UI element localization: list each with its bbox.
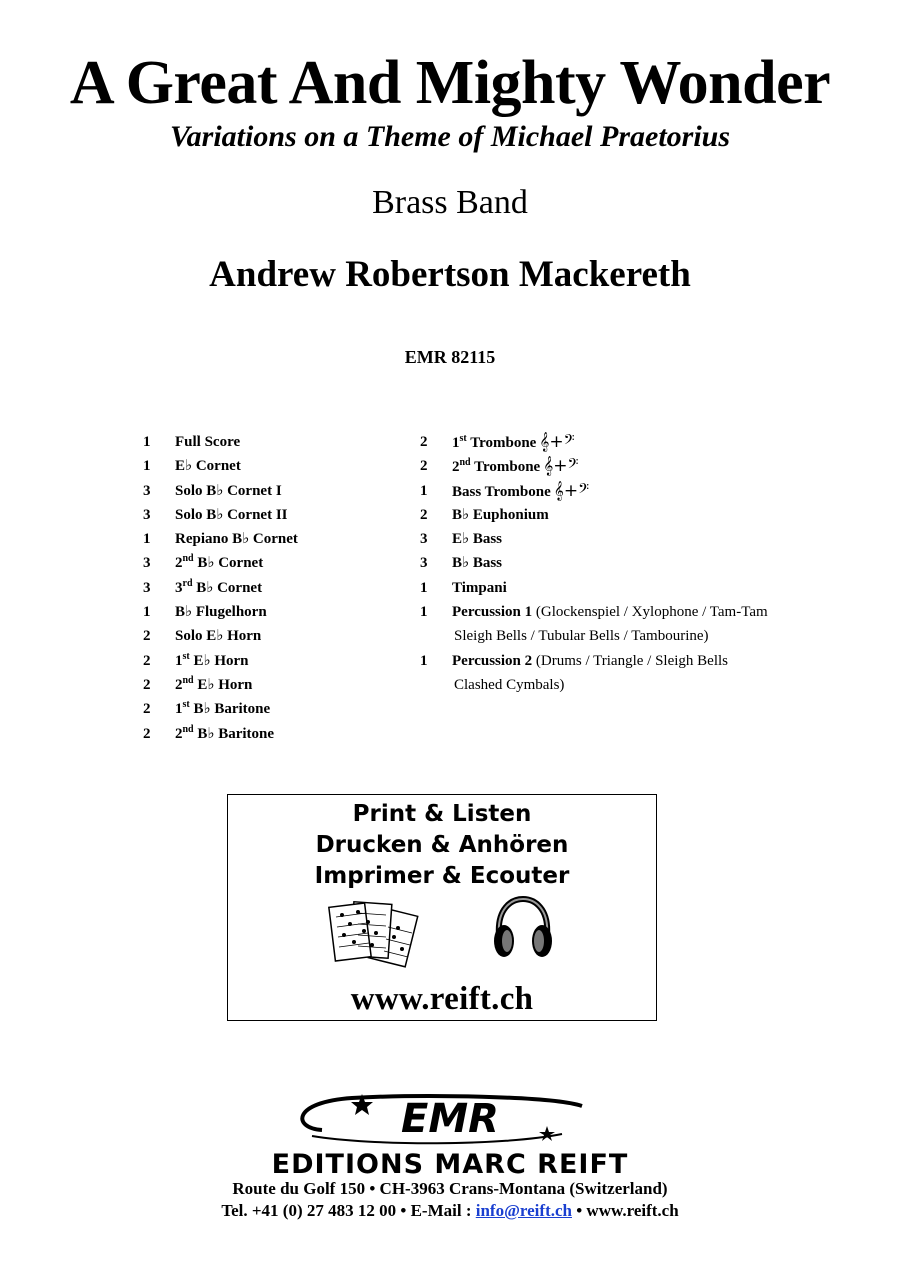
part-name: Bass Trombone <box>452 483 551 500</box>
part-quantity: 1 <box>143 434 151 450</box>
clef-icon: 𝄞+𝄢 <box>553 480 590 501</box>
part-ordinal-suffix: st <box>459 433 467 444</box>
part-name: B♭ Flugelhorn <box>175 604 267 621</box>
part-instrument <box>452 649 728 673</box>
part-instrument <box>452 576 507 600</box>
part-name: Solo B♭ Cornet II <box>175 506 288 523</box>
part-instrument <box>175 673 252 697</box>
emr-logo <box>252 1090 648 1148</box>
part-instrument <box>175 624 261 648</box>
part-instrument <box>452 454 578 479</box>
part-quantity: 2 <box>420 506 428 523</box>
part-instrument <box>175 576 262 600</box>
part-instrument <box>175 697 270 721</box>
part-ordinal-suffix: nd <box>182 674 194 686</box>
part-instrument <box>452 600 768 624</box>
part-name: Percussion 1 <box>452 604 533 621</box>
part-instruments-note-continued: Sleigh Bells / Tubular Bells / Tambourine) <box>454 628 709 645</box>
emr-logo-text: EMR <box>401 1096 499 1142</box>
part-quantity: 3 <box>143 579 151 596</box>
part-name: Repiano B♭ Cornet <box>175 531 298 548</box>
part-instrument <box>175 430 240 454</box>
part-instrument <box>452 479 589 504</box>
part-quantity: 3 <box>143 482 151 499</box>
promo-website[interactable]: www.reift.ch <box>350 981 534 1017</box>
part-ordinal: 3 <box>175 579 183 596</box>
catalog-number: EMR 82115 <box>404 347 496 367</box>
part-name: Trombone <box>470 459 541 476</box>
part-instruments-note-continued: Clashed Cymbals) <box>454 676 565 693</box>
sheet-music-icon <box>328 897 420 969</box>
part-name: B♭ Cornet <box>193 555 264 572</box>
part-instrument <box>452 527 502 551</box>
part-quantity: 1 <box>143 458 151 475</box>
publisher-address: Route du Golf 150 • CH-3963 Crans-Montana (Switzerland) <box>232 1179 668 1198</box>
phone-label: Tel. +41 (0) 27 483 12 00 • E-Mail : <box>221 1201 476 1220</box>
score-title: A Great And Mighty Wonder <box>69 49 831 117</box>
website-label: • www.reift.ch <box>571 1201 679 1220</box>
score-subtitle: Variations on a Theme of Michael Praetorius <box>169 120 731 153</box>
part-ordinal-suffix: nd <box>182 553 194 565</box>
part-quantity: 3 <box>143 555 151 572</box>
part-name: E♭ Horn <box>189 652 249 669</box>
part-name: Trombone <box>466 435 537 451</box>
promo-line-english: Print & Listen <box>352 801 532 827</box>
part-name: B♭ Cornet <box>192 579 263 596</box>
part-instrument <box>175 600 267 624</box>
part-quantity: 3 <box>143 506 151 523</box>
part-name: Timpani <box>452 579 507 596</box>
part-instrument <box>175 527 298 551</box>
part-quantity: 3 <box>420 531 428 548</box>
part-name: B♭ Baritone <box>193 725 275 742</box>
part-ordinal: 2 <box>175 725 183 742</box>
part-quantity: 1 <box>420 579 428 596</box>
part-instrument <box>175 551 263 575</box>
part-name: Solo E♭ Horn <box>175 628 262 645</box>
clef-icon: 𝄞+𝄢 <box>543 456 579 477</box>
clef-icon: 𝄞+𝄢 <box>539 432 575 452</box>
promo-line-french: Imprimer & Ecouter <box>314 863 570 889</box>
part-quantity: 2 <box>143 652 151 669</box>
part-quantity: 1 <box>420 652 428 669</box>
part-quantity: 2 <box>143 676 151 693</box>
composer-name: Andrew Robertson Mackereth <box>209 254 691 295</box>
part-ordinal: 2 <box>175 555 183 572</box>
part-quantity: 1 <box>420 604 428 621</box>
part-instruments-note: (Drums / Triangle / Sleigh Bells <box>532 652 728 669</box>
part-ordinal: 1 <box>175 701 183 718</box>
headphones-icon <box>491 895 555 961</box>
part-quantity: 2 <box>420 458 428 475</box>
part-instruments-note: (Glockenspiel / Xylophone / Tam-Tam <box>532 604 768 621</box>
part-name: Full Score <box>175 434 241 450</box>
part-name: B♭ Bass <box>452 555 503 572</box>
part-instrument <box>452 551 502 575</box>
email-link[interactable]: info@reift.ch <box>475 1201 572 1220</box>
part-ordinal-suffix: nd <box>182 723 194 735</box>
part-instrument <box>175 454 241 478</box>
part-name: E♭ Horn <box>193 676 253 693</box>
part-quantity: 2 <box>143 725 151 742</box>
part-name: Percussion 2 <box>452 652 533 669</box>
part-ordinal-suffix: st <box>182 650 190 662</box>
part-instrument <box>175 722 274 746</box>
part-quantity: 1 <box>143 531 151 548</box>
print-listen-box <box>227 794 657 1021</box>
part-name: B♭ Euphonium <box>452 506 549 523</box>
part-instrument <box>452 503 549 527</box>
promo-line-german: Drucken & Anhören <box>315 832 569 858</box>
part-name: Solo B♭ Cornet I <box>175 482 282 499</box>
part-ordinal-suffix: rd <box>182 577 193 589</box>
part-ordinal: 1 <box>452 435 460 451</box>
publisher-name: EDITIONS MARC REIFT <box>271 1149 629 1180</box>
part-name: B♭ Baritone <box>189 701 271 718</box>
part-instrument <box>175 503 288 527</box>
part-ordinal-suffix: st <box>182 699 190 711</box>
part-quantity: 1 <box>420 482 428 499</box>
part-instrument <box>175 649 248 673</box>
part-ordinal: 2 <box>452 459 460 476</box>
part-ordinal-suffix: nd <box>459 457 471 469</box>
part-quantity: 1 <box>143 604 151 621</box>
ensemble-type: Brass Band <box>372 184 528 221</box>
part-name: E♭ Bass <box>452 531 503 548</box>
part-instrument <box>452 430 575 455</box>
part-name: E♭ Cornet <box>175 458 241 475</box>
part-instrument <box>175 479 282 503</box>
part-ordinal: 1 <box>175 652 183 669</box>
part-quantity: 2 <box>143 628 151 645</box>
part-quantity: 3 <box>420 555 428 572</box>
part-quantity: 2 <box>420 434 428 450</box>
part-quantity: 2 <box>143 701 151 718</box>
part-ordinal: 2 <box>175 676 183 693</box>
publisher-contact <box>0 1200 900 1222</box>
